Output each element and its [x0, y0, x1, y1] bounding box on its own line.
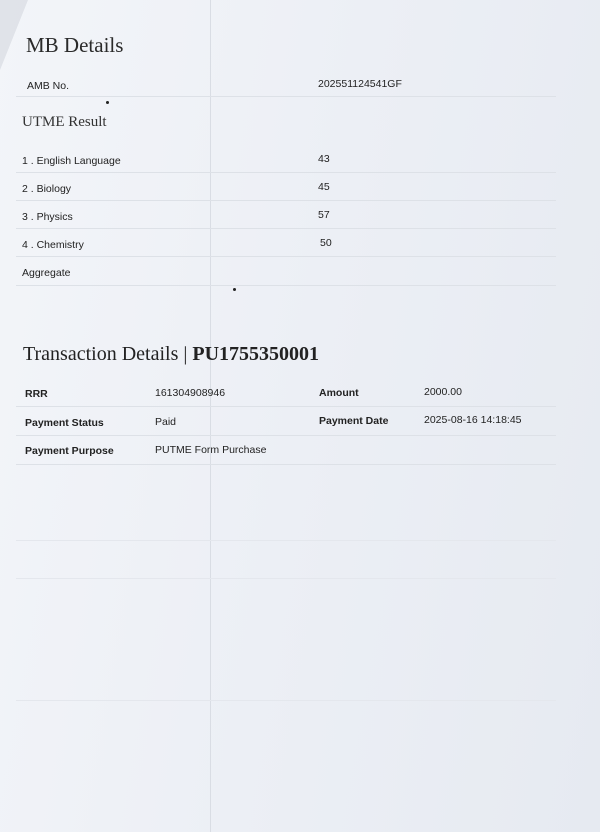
utme-result-heading: UTME Result [22, 114, 107, 130]
rrr-value: 161304908946 [155, 387, 226, 399]
subject-score: 50 [320, 237, 332, 249]
rrr-label: RRR [25, 388, 48, 400]
transaction-id: PU1755350001 [192, 343, 320, 365]
payment-status-label: Payment Status [25, 417, 104, 429]
ghost-line [16, 700, 556, 701]
ink-speck [233, 288, 236, 291]
amb-no-value: 202551124541GF [318, 78, 402, 90]
subject-label: 1 . English Language [22, 155, 121, 167]
divider [16, 464, 556, 465]
amb-details-heading: MB Details [26, 33, 124, 57]
divider [16, 228, 556, 229]
ghost-line [16, 578, 556, 579]
ghost-line [16, 540, 556, 541]
divider [16, 406, 556, 407]
subject-score: 43 [318, 153, 330, 165]
amb-no-label: AMB No. [27, 80, 70, 92]
payment-date-label: Payment Date [319, 415, 389, 427]
divider [16, 435, 556, 436]
aggregate-label: Aggregate [22, 267, 71, 279]
subject-label: 3 . Physics [22, 211, 73, 223]
amount-label: Amount [319, 387, 359, 399]
divider [16, 200, 556, 201]
transaction-heading-text: Transaction Details | [23, 343, 193, 365]
transaction-details-heading [23, 343, 319, 366]
folded-corner [0, 0, 28, 70]
subject-label: 2 . Biology [22, 183, 72, 195]
amount-value: 2000.00 [424, 386, 462, 398]
subject-score: 57 [318, 209, 330, 221]
divider [16, 172, 556, 173]
payment-date-value: 2025-08-16 14:18:45 [424, 414, 522, 426]
fold-crease [210, 0, 211, 832]
payment-purpose-value: PUTME Form Purchase [155, 444, 267, 456]
subject-label: 4 . Chemistry [22, 239, 84, 251]
payment-status-value: Paid [155, 416, 177, 428]
divider [16, 256, 556, 257]
divider [16, 96, 556, 97]
payment-purpose-label: Payment Purpose [25, 445, 114, 457]
ink-speck [106, 101, 109, 104]
subject-score: 45 [318, 181, 330, 193]
divider [16, 285, 556, 286]
